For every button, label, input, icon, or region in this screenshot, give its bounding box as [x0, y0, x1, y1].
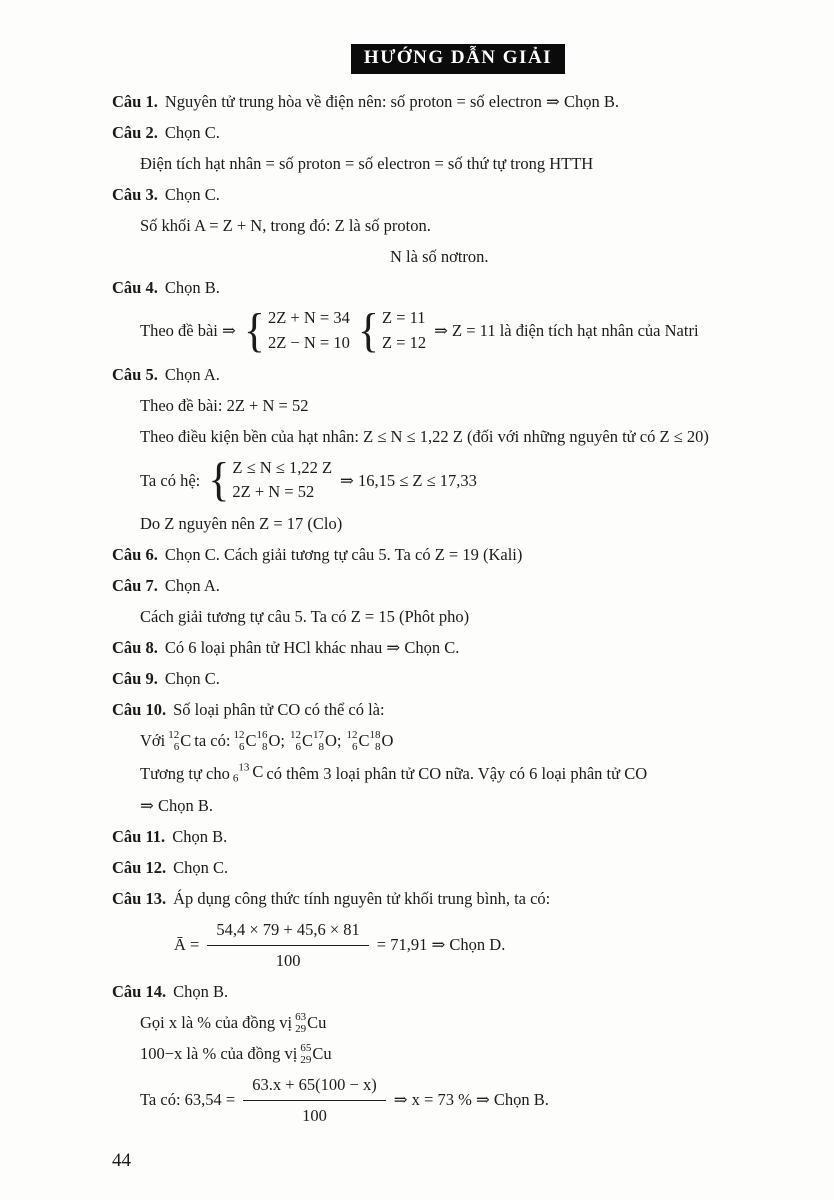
mass-number: 65	[300, 1041, 312, 1054]
cau-4-system-2	[358, 306, 426, 356]
isotope-12-6-C	[290, 729, 313, 753]
cau-5-line-3: Do Z nguyên nên Z = 17 (Clo)	[140, 514, 343, 534]
cau-14-fraction	[243, 1073, 385, 1128]
cau-13-formula-line	[174, 918, 804, 973]
cau-9-row	[112, 667, 804, 691]
isotope-12-6-C	[168, 729, 191, 753]
cau-13-row	[112, 887, 804, 911]
title-bar	[112, 44, 804, 74]
mass-number: 63	[295, 1010, 307, 1023]
atomic-number: 6	[351, 740, 358, 753]
cau-1-row	[112, 90, 804, 114]
isotope-18-8-O	[370, 729, 394, 753]
atomic-number: 8	[375, 740, 381, 753]
brace-glyph: {	[208, 453, 230, 507]
cau-10-line-2-pre: Tương tự cho	[140, 763, 230, 783]
cau-14-rhs: ⇒ x = 73 % ⇒ Chọn B.	[393, 1090, 549, 1110]
element-symbol: C	[358, 730, 370, 750]
mass-number: 18	[369, 728, 381, 741]
molecule-12C18O	[346, 729, 393, 753]
isotope-17-8-O	[313, 729, 342, 753]
atomic-number: 8	[318, 740, 324, 753]
cau-13-fraction	[207, 918, 368, 973]
brace-glyph: {	[243, 304, 265, 358]
cau-1-label: Câu 1.	[112, 92, 158, 111]
fraction-denominator: 100	[275, 950, 301, 970]
cau-5-label: Câu 5.	[112, 364, 158, 384]
element-symbol: Cu	[307, 1012, 327, 1032]
cau-5-line-2: Theo điều kiện bền của hạt nhân: Z ≤ N ≤ 1,22 Z (đối với những nguyên tử có Z ≤ 20)	[140, 426, 709, 446]
cau-10-isotope-line	[140, 729, 804, 753]
mass-number: 13	[238, 761, 250, 774]
cau-2-line-1: Điện tích hạt nhân = số proton = số electron = số thứ tự trong HTTH	[140, 153, 594, 173]
molecule-12C16O	[233, 729, 285, 753]
cau-7-label: Câu 7.	[112, 576, 158, 596]
cau-4-system-line	[140, 306, 804, 356]
cau-4-intro: Theo đề bài ⇒	[140, 321, 236, 341]
cau-12-label: Câu 12.	[112, 857, 167, 877]
isotope-12-6-C	[346, 729, 369, 753]
cau-7-row	[112, 574, 804, 598]
cau-4-label: Câu 4.	[112, 277, 158, 297]
isotope-numbers	[300, 1042, 311, 1066]
atomic-number: 6	[295, 740, 301, 753]
cau-5-line-1: Theo đề bài: 2Z + N = 52	[140, 395, 309, 415]
cau-5-row	[112, 363, 804, 387]
cau-11-row	[112, 825, 804, 849]
cau-2-label: Câu 2.	[112, 122, 158, 142]
isotope-12-6-C	[233, 729, 256, 753]
page-number: 44	[112, 1150, 131, 1171]
cau-10-pre: Với	[140, 730, 166, 750]
cau-6-label: Câu 6.	[112, 545, 158, 565]
cau-13-lhs: Ā =	[174, 935, 200, 955]
cau-8-label: Câu 8.	[112, 637, 158, 657]
cau-11-text: Chọn B.	[172, 827, 228, 847]
system-2-eq-top: Z = 11	[381, 308, 426, 328]
mass-number: 12	[233, 728, 245, 741]
cau-5-system	[208, 453, 333, 507]
fraction-numerator: 63.x + 65(100 − x)	[243, 1073, 385, 1101]
cau-14-text: Chọn B.	[173, 981, 229, 1001]
atomic-number: 29	[300, 1053, 312, 1066]
isotope-numbers	[370, 729, 381, 753]
isotope-numbers	[346, 729, 357, 753]
cau-3-text: Chọn C.	[164, 184, 220, 204]
element-symbol: O	[381, 730, 394, 750]
cau-14-line-2	[140, 1042, 804, 1066]
system-eq-top: Z ≤ N ≤ 1,22 Z	[232, 457, 333, 477]
cau-13-label: Câu 13.	[112, 888, 167, 908]
cau-5-text: Chọn A.	[164, 364, 220, 384]
isotope-numbers	[290, 729, 301, 753]
element-symbol: O;	[268, 730, 285, 750]
cau-6-row	[112, 543, 804, 567]
cau-2-text: Chọn C.	[164, 122, 220, 142]
cau-14-line-1	[140, 1011, 804, 1035]
system-1-eq-bottom: 2Z − N = 10	[267, 333, 350, 353]
cau-14-label: Câu 14.	[112, 981, 167, 1001]
cau-3-line-1: Số khối A = Z + N, trong đó: Z là số proton.	[140, 215, 431, 235]
mass-number: 12	[168, 728, 180, 741]
cau-13-rhs: = 71,91 ⇒ Chọn D.	[376, 935, 506, 955]
isotope-numbers	[313, 729, 324, 753]
isotope-16-8-O	[256, 729, 285, 753]
system-1-equations	[268, 306, 350, 356]
cau-10-mid: ta có:	[194, 730, 231, 750]
cau-8-text: Có 6 loại phân tử HCl khác nhau ⇒ Chọn C.	[164, 637, 460, 657]
cau-1-text: Nguyên tử trung hòa về điện nên: số proton = số electron ⇒ Chọn B.	[164, 92, 619, 111]
cau-5-system-intro: Ta có hệ:	[140, 470, 201, 490]
fraction-numerator: 54,4 × 79 + 45,6 × 81	[207, 918, 368, 946]
cau-9-label: Câu 9.	[112, 668, 158, 688]
cau-10-row	[112, 698, 804, 722]
isotope-numbers	[295, 1011, 306, 1035]
system-equations	[232, 456, 332, 506]
cau-14-line-2-pre: 100−x là % của đồng vị	[140, 1043, 298, 1063]
cau-4-row	[112, 276, 804, 300]
cau-10-line-2-post: có thêm 3 loại phân tử CO nữa. Vậy có 6 loại phân tử CO	[266, 763, 648, 783]
cau-14-formula-line	[140, 1073, 804, 1128]
element-symbol: Cu	[312, 1043, 332, 1063]
isotope-65-29-Cu	[300, 1042, 331, 1066]
mass-number: 17	[312, 728, 324, 741]
cau-2-row	[112, 121, 804, 145]
cau-12-text: Chọn C.	[173, 857, 229, 877]
system-2-equations	[382, 306, 426, 356]
cau-5-system-outro: ⇒ 16,15 ≤ Z ≤ 17,33	[340, 470, 477, 490]
atomic-number: 6	[173, 740, 180, 753]
mass-number: 16	[256, 728, 268, 741]
cau-14-lhs: Ta có: 63,54 =	[140, 1090, 236, 1110]
cau-3-line-2: N là số nơtron.	[390, 246, 489, 266]
cau-10-text: Số loại phân tử CO có thể có là:	[173, 699, 385, 719]
cau-10-line-3: ⇒ Chọn B.	[140, 796, 213, 816]
atomic-number: 29	[295, 1022, 307, 1035]
isotope-numbers	[256, 729, 267, 753]
cau-9-text: Chọn C.	[164, 668, 220, 688]
isotope-numbers	[233, 729, 244, 753]
fraction-denominator: 100	[302, 1105, 327, 1125]
element-symbol: C	[252, 761, 264, 781]
isotope-63-29-Cu	[295, 1011, 326, 1035]
mass-number: 12	[289, 728, 301, 741]
system-eq-bottom: 2Z + N = 52	[232, 482, 315, 502]
page-title: HƯỚNG DẪN GIẢI	[351, 44, 565, 74]
element-symbol: C	[180, 730, 192, 750]
cau-7-line-1: Cách giải tương tự câu 5. Ta có Z = 15 (Phôt pho)	[140, 606, 470, 626]
element-symbol: C	[301, 730, 313, 750]
cau-12-row	[112, 856, 804, 880]
cau-8-row	[112, 636, 804, 660]
molecule-12C17O	[290, 729, 342, 753]
cau-6-text: Chọn C. Cách giải tương tự câu 5. Ta có Z = 19 (Kali)	[164, 545, 523, 565]
cau-3-row	[112, 183, 804, 207]
cau-13-text: Áp dụng công thức tính nguyên tử khối trung bình, ta có:	[173, 888, 551, 908]
cau-14-row	[112, 980, 804, 1004]
element-symbol: C	[245, 730, 257, 750]
cau-7-text: Chọn A.	[164, 576, 220, 596]
system-2-eq-bottom: Z = 12	[381, 333, 427, 353]
cau-10-line-2	[140, 760, 804, 787]
atomic-number: 6	[232, 772, 239, 785]
cau-5-system-line	[140, 453, 804, 507]
cau-3-label: Câu 3.	[112, 184, 158, 204]
brace-glyph: {	[357, 304, 379, 358]
isotope-6-13-C	[233, 760, 264, 787]
atomic-number: 6	[238, 740, 245, 753]
cau-14-line-1-pre: Gọi x là % của đồng vị	[140, 1012, 293, 1032]
system-1-eq-top: 2Z + N = 34	[267, 308, 350, 328]
cau-10-label: Câu 10.	[112, 699, 167, 719]
cau-4-text: Chọn B.	[164, 277, 220, 297]
atomic-number: 8	[261, 740, 268, 753]
mass-number: 12	[346, 728, 358, 741]
isotope-numbers	[168, 729, 179, 753]
cau-4-system-1	[244, 306, 350, 356]
cau-4-outro: ⇒ Z = 11 là điện tích hạt nhân của Natri	[434, 321, 699, 341]
cau-11-label: Câu 11.	[112, 827, 166, 847]
element-symbol: O;	[324, 730, 342, 750]
